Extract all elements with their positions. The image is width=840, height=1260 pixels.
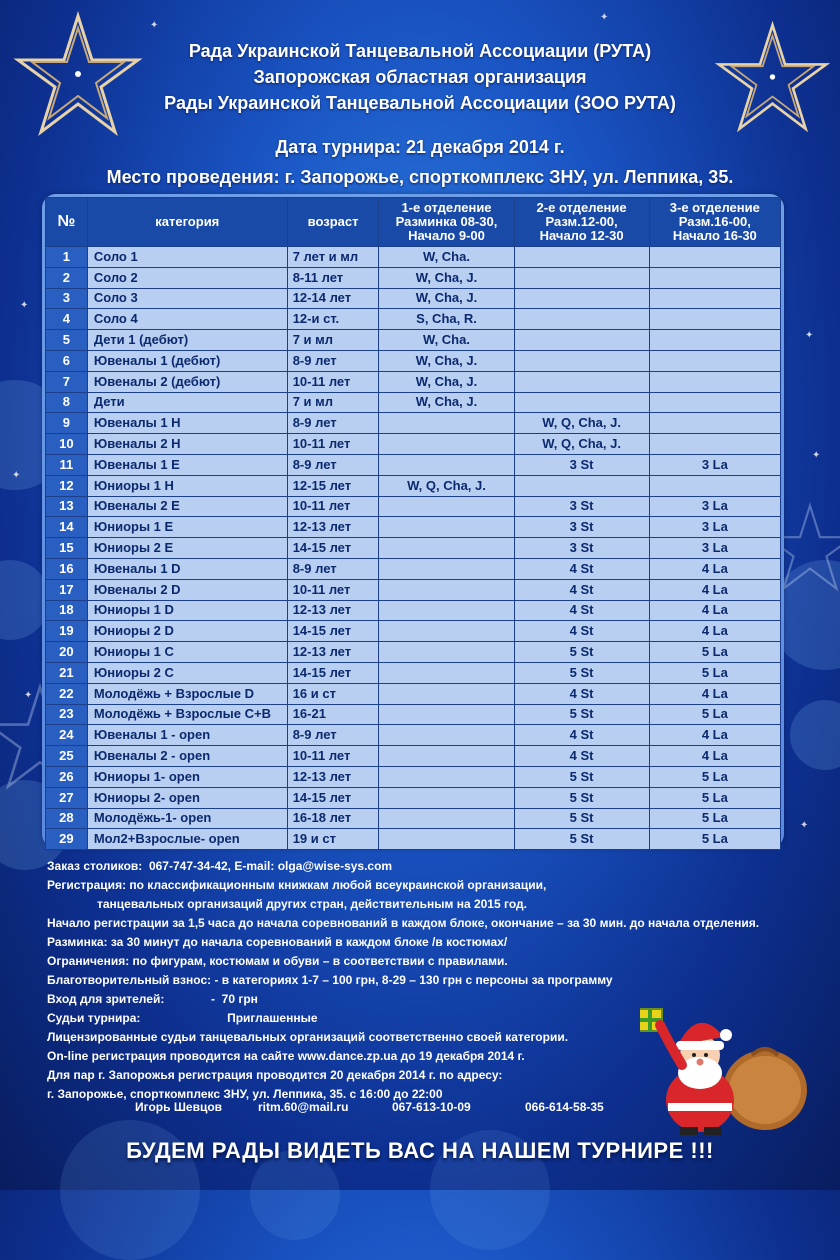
row-number: 2	[46, 267, 88, 288]
row-session-1: W, Cha.	[379, 330, 514, 351]
row-session-1: W, Cha, J.	[379, 288, 514, 309]
row-session-3: 5 La	[649, 787, 780, 808]
row-age: 14-15 лет	[287, 621, 379, 642]
row-number: 17	[46, 579, 88, 600]
row-category: Соло 4	[87, 309, 287, 330]
table-row	[46, 829, 781, 850]
row-category: Ювеналы 1 - open	[87, 725, 287, 746]
schedule-table	[45, 197, 781, 850]
note-line: Для пар г. Запорожья регистрация проводится 20 декабря 2014 г. по адресу:	[47, 1068, 503, 1082]
row-age: 7 лет и мл	[287, 247, 379, 268]
row-session-3: 3 La	[649, 517, 780, 538]
row-age: 7 и мл	[287, 330, 379, 351]
table-row	[46, 579, 781, 600]
table-row	[46, 683, 781, 704]
header-session-3	[649, 198, 780, 247]
session-3-start: Начало 16-30	[672, 228, 757, 243]
row-session-3	[649, 475, 780, 496]
row-session-3	[649, 247, 780, 268]
row-session-1	[379, 766, 514, 787]
note-line: Начало регистрации за 1,5 часа до начала соревнований в каждом блоке, окончание – за 30 мин. до начала отделения.	[47, 916, 760, 930]
table-row	[46, 350, 781, 371]
row-session-1: S, Cha, R.	[379, 309, 514, 330]
row-number: 4	[46, 309, 88, 330]
note-line: Заказ столиков: 067-747-34-42, E-mail: olga@wise-sys.com	[47, 859, 393, 873]
row-age: 10-11 лет	[287, 434, 379, 455]
note-line: танцевальных организаций других стран, действительным на 2015 год.	[47, 897, 527, 911]
row-session-3	[649, 267, 780, 288]
table-row	[46, 247, 781, 268]
row-session-3: 5 La	[649, 704, 780, 725]
row-age: 16-21	[287, 704, 379, 725]
row-number: 22	[46, 683, 88, 704]
table-row	[46, 330, 781, 351]
row-category: Юниоры 1 Н	[87, 475, 287, 496]
note-line: Регистрация: по классификационным книжкам любой всеукраинской организации,	[47, 878, 547, 892]
row-category: Юниоры 1 C	[87, 642, 287, 663]
row-number: 11	[46, 454, 88, 475]
row-age: 14-15 лет	[287, 787, 379, 808]
row-session-1: W, Cha, J.	[379, 371, 514, 392]
tournament-info	[0, 132, 840, 192]
table-body	[46, 247, 781, 850]
row-age: 14-15 лет	[287, 538, 379, 559]
row-category: Ювеналы 2 E	[87, 496, 287, 517]
row-number: 20	[46, 642, 88, 663]
row-session-1	[379, 642, 514, 663]
row-session-2: 5 St	[514, 787, 649, 808]
row-session-1	[379, 558, 514, 579]
row-category: Юниоры 2 D	[87, 621, 287, 642]
row-number: 24	[46, 725, 88, 746]
row-session-3: 5 La	[649, 642, 780, 663]
table-row	[46, 517, 781, 538]
row-category: Молодёжь + Взрослые C+B	[87, 704, 287, 725]
session-2-title: 2-е отделение	[536, 200, 627, 215]
row-category: Ювеналы 1 Н	[87, 413, 287, 434]
row-age: 10-11 лет	[287, 579, 379, 600]
row-session-2: 3 St	[514, 538, 649, 559]
row-age: 10-11 лет	[287, 496, 379, 517]
note-line: Вход для зрителей: - 70 грн	[47, 992, 258, 1006]
session-1-start: Начало 9-00	[408, 228, 485, 243]
row-age: 8-9 лет	[287, 350, 379, 371]
row-number: 16	[46, 558, 88, 579]
row-session-2	[514, 330, 649, 351]
row-session-3: 4 La	[649, 558, 780, 579]
table-row	[46, 475, 781, 496]
row-session-2: 5 St	[514, 662, 649, 683]
row-age: 8-9 лет	[287, 454, 379, 475]
row-session-3: 4 La	[649, 579, 780, 600]
row-age: 8-9 лет	[287, 558, 379, 579]
row-session-2: 4 St	[514, 746, 649, 767]
row-session-1	[379, 662, 514, 683]
row-session-3	[649, 371, 780, 392]
row-number: 6	[46, 350, 88, 371]
note-line: Ограничения: по фигурам, костюмам и обуви – в соответствии с правилами.	[47, 954, 508, 968]
row-category: Ювеналы 1 (дебют)	[87, 350, 287, 371]
row-number: 29	[46, 829, 88, 850]
row-number: 28	[46, 808, 88, 829]
note-line: Благотворительный взнос: - в категориях 1-7 – 100 грн, 8-29 – 130 грн с персоны за программу	[47, 973, 613, 987]
row-session-2: 4 St	[514, 600, 649, 621]
row-category: Юниоры 1- open	[87, 766, 287, 787]
row-session-2	[514, 288, 649, 309]
row-age: 10-11 лет	[287, 371, 379, 392]
row-number: 14	[46, 517, 88, 538]
row-age: 12-13 лет	[287, 600, 379, 621]
header-number: №	[46, 198, 88, 247]
row-age: 8-9 лет	[287, 413, 379, 434]
row-session-2: 4 St	[514, 579, 649, 600]
row-category: Ювеналы 2 Н	[87, 434, 287, 455]
row-age: 14-15 лет	[287, 662, 379, 683]
contact-phone-1: 067-613-10-09	[392, 1100, 471, 1114]
row-session-1	[379, 787, 514, 808]
row-session-1	[379, 829, 514, 850]
row-number: 3	[46, 288, 88, 309]
contact-email[interactable]: ritm.60@mail.ru	[258, 1100, 349, 1114]
row-age: 10-11 лет	[287, 746, 379, 767]
session-1-title: 1-е отделение	[401, 200, 492, 215]
row-number: 13	[46, 496, 88, 517]
row-session-2: 5 St	[514, 704, 649, 725]
row-number: 5	[46, 330, 88, 351]
table-row	[46, 662, 781, 683]
row-age: 12-и ст.	[287, 309, 379, 330]
row-session-1	[379, 434, 514, 455]
row-age: 12-14 лет	[287, 288, 379, 309]
row-category: Дети	[87, 392, 287, 413]
row-age: 12-15 лет	[287, 475, 379, 496]
row-session-1: W, Q, Cha, J.	[379, 475, 514, 496]
row-session-1	[379, 683, 514, 704]
row-number: 15	[46, 538, 88, 559]
row-category: Дети 1 (дебют)	[87, 330, 287, 351]
row-session-3: 4 La	[649, 725, 780, 746]
row-number: 23	[46, 704, 88, 725]
row-session-1: W, Cha, J.	[379, 392, 514, 413]
row-category: Ювеналы 2 - open	[87, 746, 287, 767]
note-line: On-line регистрация проводится на сайте www.dance.zp.ua до 19 декабря 2014 г.	[47, 1049, 525, 1063]
row-session-1	[379, 538, 514, 559]
row-category: Соло 2	[87, 267, 287, 288]
header-line: Рада Украинской Танцевальной Ассоциации (РУТА)	[188, 41, 652, 61]
table-row	[46, 392, 781, 413]
table-row	[46, 538, 781, 559]
row-session-3: 3 La	[649, 496, 780, 517]
row-session-3: 3 La	[649, 454, 780, 475]
row-session-2	[514, 247, 649, 268]
row-age: 8-9 лет	[287, 725, 379, 746]
row-session-3: 5 La	[649, 829, 780, 850]
table-row	[46, 766, 781, 787]
row-session-2: 4 St	[514, 621, 649, 642]
row-session-3	[649, 434, 780, 455]
row-session-2	[514, 267, 649, 288]
row-category: Юниоры 2- open	[87, 787, 287, 808]
row-number: 12	[46, 475, 88, 496]
table-row	[46, 725, 781, 746]
table-row	[46, 434, 781, 455]
table-row	[46, 746, 781, 767]
row-session-1	[379, 517, 514, 538]
table-row	[46, 413, 781, 434]
row-number: 8	[46, 392, 88, 413]
row-session-2: 5 St	[514, 808, 649, 829]
row-session-1	[379, 413, 514, 434]
row-session-2: 3 St	[514, 517, 649, 538]
row-session-2: 4 St	[514, 683, 649, 704]
row-number: 27	[46, 787, 88, 808]
row-session-3: 4 La	[649, 683, 780, 704]
row-session-1	[379, 600, 514, 621]
row-session-1	[379, 579, 514, 600]
row-category: Ювеналы 2 D	[87, 579, 287, 600]
row-session-3	[649, 350, 780, 371]
row-session-2	[514, 475, 649, 496]
row-session-3: 5 La	[649, 808, 780, 829]
row-category: Юниоры 1 E	[87, 517, 287, 538]
table-row	[46, 496, 781, 517]
row-session-3: 5 La	[649, 662, 780, 683]
row-age: 12-13 лет	[287, 766, 379, 787]
header-session-1	[379, 198, 514, 247]
row-session-3	[649, 309, 780, 330]
row-category: Юниоры 2 C	[87, 662, 287, 683]
row-category: Молодёжь + Взрослые D	[87, 683, 287, 704]
header-category: категория	[87, 198, 287, 247]
row-session-1	[379, 496, 514, 517]
header-age: возраст	[287, 198, 379, 247]
row-category: Мол2+Взрослые- open	[87, 829, 287, 850]
row-category: Молодёжь-1- open	[87, 808, 287, 829]
row-number: 26	[46, 766, 88, 787]
contact-name: Игорь Шевцов	[135, 1100, 223, 1114]
row-session-1	[379, 454, 514, 475]
table-row	[46, 704, 781, 725]
session-2-start: Начало 12-30	[539, 228, 624, 243]
note-line: Лицензированные судьи танцевальных организаций соответственно своей категории.	[47, 1030, 569, 1044]
note-line: Разминка: за 30 минут до начала соревнований в каждом блоке /в костюмах/	[47, 935, 508, 949]
row-session-2	[514, 309, 649, 330]
row-session-2: W, Q, Cha, J.	[514, 413, 649, 434]
organization-header	[0, 38, 840, 116]
tournament-place: Место проведения: г. Запорожье, спорткомплекс ЗНУ, ул. Леппика, 35.	[106, 167, 734, 187]
row-number: 18	[46, 600, 88, 621]
row-session-3: 3 La	[649, 538, 780, 559]
row-session-2: 3 St	[514, 454, 649, 475]
note-line: г. Запорожье, спорткомплекс ЗНУ, ул. Леппика, 35. с 16:00 до 22:00	[47, 1087, 443, 1101]
contact-phone-2: 066-614-58-35	[525, 1100, 604, 1114]
header-line: Запорожская областная организация	[253, 67, 587, 87]
row-number: 1	[46, 247, 88, 268]
header-line: Рады Украинской Танцевальной Ассоциации (ЗОО РУТА)	[164, 93, 676, 113]
row-category: Юниоры 2 E	[87, 538, 287, 559]
table-row	[46, 371, 781, 392]
table-row	[46, 267, 781, 288]
row-number: 7	[46, 371, 88, 392]
row-category: Ювеналы 1 D	[87, 558, 287, 579]
table-row	[46, 808, 781, 829]
session-3-title: 3-е отделение	[669, 200, 760, 215]
tournament-date: Дата турнира: 21 декабря 2014 г.	[275, 137, 565, 157]
table-row	[46, 558, 781, 579]
row-session-1	[379, 621, 514, 642]
row-category: Соло 3	[87, 288, 287, 309]
note-line: Судьи турнира: Приглашенные	[47, 1011, 318, 1025]
row-session-3	[649, 330, 780, 351]
table-row	[46, 787, 781, 808]
row-session-2: 5 St	[514, 642, 649, 663]
row-number: 21	[46, 662, 88, 683]
row-session-1: W, Cha.	[379, 247, 514, 268]
row-session-1: W, Cha, J.	[379, 350, 514, 371]
row-session-1: W, Cha, J.	[379, 267, 514, 288]
row-session-2: W, Q, Cha, J.	[514, 434, 649, 455]
row-category: Ювеналы 1 E	[87, 454, 287, 475]
footer-slogan: БУДЕМ РАДЫ ВИДЕТЬ ВАС НА НАШЕМ ТУРНИРЕ !!!	[126, 1138, 714, 1163]
session-2-warmup: Разм.12-00,	[545, 214, 618, 229]
row-session-3	[649, 392, 780, 413]
row-session-3	[649, 288, 780, 309]
row-category: Соло 1	[87, 247, 287, 268]
row-session-2: 5 St	[514, 766, 649, 787]
table-row	[46, 309, 781, 330]
row-age: 12-13 лет	[287, 642, 379, 663]
session-3-warmup: Разм.16-00,	[678, 214, 751, 229]
row-number: 19	[46, 621, 88, 642]
row-session-2: 5 St	[514, 829, 649, 850]
row-session-2: 4 St	[514, 725, 649, 746]
row-number: 10	[46, 434, 88, 455]
row-age: 16-18 лет	[287, 808, 379, 829]
table-row	[46, 288, 781, 309]
row-session-3: 4 La	[649, 600, 780, 621]
row-age: 8-11 лет	[287, 267, 379, 288]
row-category: Юниоры 1 D	[87, 600, 287, 621]
row-session-3: 4 La	[649, 621, 780, 642]
row-session-1	[379, 725, 514, 746]
row-session-2: 3 St	[514, 496, 649, 517]
schedule-table-panel	[42, 194, 784, 848]
row-session-2	[514, 392, 649, 413]
row-age: 12-13 лет	[287, 517, 379, 538]
row-session-2	[514, 350, 649, 371]
row-age: 16 и ст	[287, 683, 379, 704]
row-session-3: 5 La	[649, 766, 780, 787]
session-1-warmup: Разминка 08-30,	[395, 214, 498, 229]
row-session-3	[649, 413, 780, 434]
row-session-1	[379, 808, 514, 829]
row-session-2: 4 St	[514, 558, 649, 579]
row-age: 19 и ст	[287, 829, 379, 850]
row-age: 7 и мл	[287, 392, 379, 413]
table-row	[46, 454, 781, 475]
row-category: Ювеналы 2 (дебют)	[87, 371, 287, 392]
row-session-2	[514, 371, 649, 392]
row-session-3: 4 La	[649, 746, 780, 767]
row-number: 9	[46, 413, 88, 434]
table-row	[46, 621, 781, 642]
table-row	[46, 600, 781, 621]
row-session-1	[379, 746, 514, 767]
header-session-2	[514, 198, 649, 247]
table-row	[46, 642, 781, 663]
row-number: 25	[46, 746, 88, 767]
table-header-row	[46, 198, 781, 247]
santa-claus-icon	[640, 995, 830, 1135]
row-session-1	[379, 704, 514, 725]
